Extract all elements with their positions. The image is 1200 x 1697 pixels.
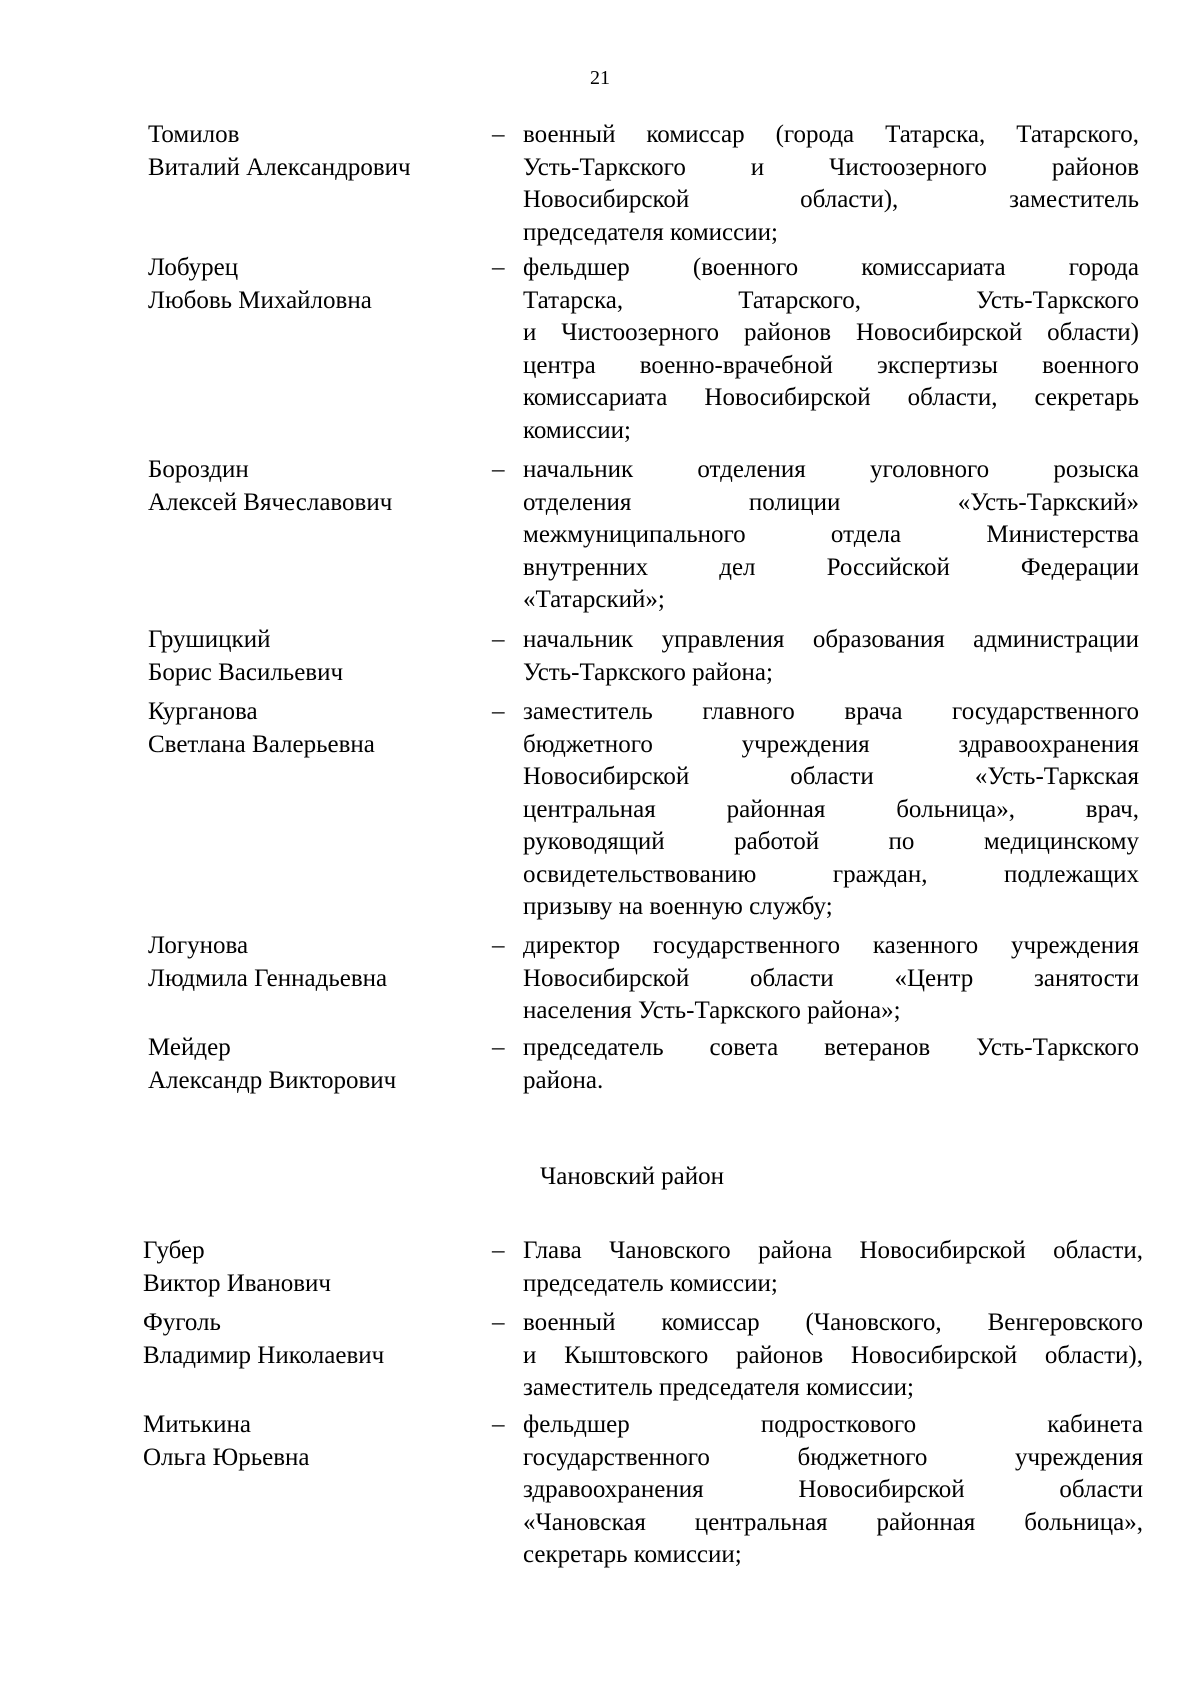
role-line: населения Усть-Таркского района»; bbox=[523, 997, 901, 1024]
member-surname: Фуголь bbox=[143, 1309, 221, 1336]
role-line: государственного бюджетного учреждения bbox=[523, 1443, 1143, 1471]
role-line: директор государственного казенного учреждения bbox=[523, 932, 1139, 959]
role-line: Татарска, Татарского, Усть-Таркского bbox=[523, 286, 1139, 314]
member-given-name: Борис Васильевич bbox=[148, 658, 344, 686]
member-role bbox=[523, 454, 1139, 617]
member-name bbox=[148, 1032, 478, 1097]
member-role bbox=[523, 1307, 1143, 1405]
dash: – bbox=[492, 1034, 505, 1061]
role-line: Новосибирской области), заместитель bbox=[523, 186, 1139, 213]
member-role bbox=[523, 624, 1139, 689]
member-surname: Курганова bbox=[148, 698, 258, 725]
dash: – bbox=[492, 1237, 505, 1264]
member-surname: Бороздин bbox=[148, 456, 249, 483]
member-given-name: Ольга Юрьевна bbox=[143, 1443, 310, 1471]
dash: – bbox=[492, 121, 505, 148]
member-entry bbox=[0, 252, 1200, 444]
member-name bbox=[143, 1409, 473, 1474]
member-name bbox=[143, 1307, 473, 1372]
role-line: призыву на военную службу; bbox=[523, 893, 833, 920]
role-line: Усть-Таркского района; bbox=[523, 658, 773, 686]
member-surname: Грушицкий bbox=[148, 626, 271, 653]
member-surname: Лобурец bbox=[148, 254, 239, 281]
member-entry bbox=[0, 1235, 1200, 1297]
role-line: председателя комиссии; bbox=[523, 218, 778, 246]
member-role bbox=[523, 930, 1139, 1028]
dash: – bbox=[492, 626, 505, 653]
dash: – bbox=[492, 1411, 505, 1438]
member-name bbox=[148, 930, 478, 995]
role-line: межмуниципального отдела Министерства bbox=[523, 521, 1139, 548]
member-given-name: Людмила Геннадьевна bbox=[148, 964, 388, 992]
role-line: Новосибирской области «Усть-Таркская bbox=[523, 763, 1139, 790]
role-line: фельдшер (военного комиссариата города bbox=[523, 254, 1139, 281]
role-line: Глава Чановского района Новосибирской области, bbox=[523, 1237, 1143, 1264]
role-line: заместитель председателя комиссии; bbox=[523, 1374, 915, 1401]
member-role bbox=[523, 696, 1139, 924]
member-given-name: Алексей Вячеславович bbox=[148, 488, 393, 516]
role-line: военный комиссар (города Татарска, Татарского, bbox=[523, 121, 1139, 148]
member-role bbox=[523, 119, 1139, 249]
section-heading: Чановский район bbox=[540, 1163, 724, 1190]
role-line: центра военно-врачебной экспертизы военного bbox=[523, 351, 1139, 379]
role-line: заместитель главного врача государственного bbox=[523, 698, 1139, 725]
role-line: начальник отделения уголовного розыска bbox=[523, 456, 1139, 483]
role-line: «Татарский»; bbox=[523, 586, 665, 613]
role-line: председатель комиссии; bbox=[523, 1269, 778, 1297]
role-line: Новосибирской области «Центр занятости bbox=[523, 964, 1139, 992]
page-number: 21 bbox=[590, 67, 610, 89]
member-name bbox=[148, 454, 478, 519]
member-entry bbox=[0, 696, 1200, 920]
role-line: внутренних дел Российской Федерации bbox=[523, 553, 1139, 581]
role-line: здравоохранения Новосибирской области bbox=[523, 1476, 1143, 1503]
member-role bbox=[523, 1235, 1143, 1300]
role-line: района. bbox=[523, 1066, 604, 1094]
member-surname: Томилов bbox=[148, 121, 240, 148]
dash: – bbox=[492, 698, 505, 725]
role-line: военный комиссар (Чановского, Венгеровского bbox=[523, 1309, 1143, 1336]
role-line: председатель совета ветеранов Усть-Таркского bbox=[523, 1034, 1139, 1061]
member-name bbox=[148, 119, 478, 184]
member-name bbox=[148, 696, 478, 761]
member-entry bbox=[0, 119, 1200, 246]
member-given-name: Виталий Александрович bbox=[148, 153, 411, 181]
role-line: бюджетного учреждения здравоохранения bbox=[523, 730, 1139, 758]
member-entry bbox=[0, 1307, 1200, 1401]
dash: – bbox=[492, 456, 505, 483]
member-entry bbox=[0, 454, 1200, 613]
dash: – bbox=[492, 254, 505, 281]
member-surname: Митькина bbox=[143, 1411, 251, 1438]
member-given-name: Любовь Михайловна bbox=[148, 286, 372, 314]
member-role bbox=[523, 252, 1139, 447]
member-entry bbox=[0, 930, 1200, 1024]
member-surname: Логунова bbox=[148, 932, 249, 959]
member-entry bbox=[0, 1032, 1200, 1094]
member-role bbox=[523, 1409, 1143, 1572]
member-entry bbox=[0, 1409, 1200, 1568]
role-line: «Чановская центральная районная больница», bbox=[523, 1508, 1143, 1536]
role-line: Усть-Таркского и Чистоозерного районов bbox=[523, 153, 1139, 181]
role-line: фельдшер подросткового кабинета bbox=[523, 1411, 1143, 1438]
role-line: и Чистоозерного районов Новосибирской области) bbox=[523, 319, 1139, 346]
role-line: секретарь комиссии; bbox=[523, 1541, 742, 1568]
role-line: руководящий работой по медицинскому bbox=[523, 828, 1139, 855]
dash: – bbox=[492, 1309, 505, 1336]
member-given-name: Александр Викторович bbox=[148, 1066, 397, 1094]
role-line: начальник управления образования администрации bbox=[523, 626, 1139, 653]
role-line: комиссии; bbox=[523, 416, 631, 444]
role-line: отделения полиции «Усть-Таркский» bbox=[523, 488, 1139, 516]
role-line: освидетельствованию граждан, подлежащих bbox=[523, 860, 1139, 888]
member-role bbox=[523, 1032, 1139, 1097]
member-given-name: Владимир Николаевич bbox=[143, 1341, 385, 1369]
member-name bbox=[148, 624, 478, 689]
member-surname: Мейдер bbox=[148, 1034, 231, 1061]
role-line: центральная районная больница», врач, bbox=[523, 795, 1139, 823]
member-name bbox=[143, 1235, 473, 1300]
member-given-name: Светлана Валерьевна bbox=[148, 730, 375, 758]
member-entry bbox=[0, 624, 1200, 686]
member-surname: Губер bbox=[143, 1237, 205, 1264]
role-line: и Кыштовского районов Новосибирской области), bbox=[523, 1341, 1143, 1369]
dash: – bbox=[492, 932, 505, 959]
role-line: комиссариата Новосибирской области, секретарь bbox=[523, 384, 1139, 411]
member-given-name: Виктор Иванович bbox=[143, 1269, 331, 1297]
member-name bbox=[148, 252, 478, 317]
